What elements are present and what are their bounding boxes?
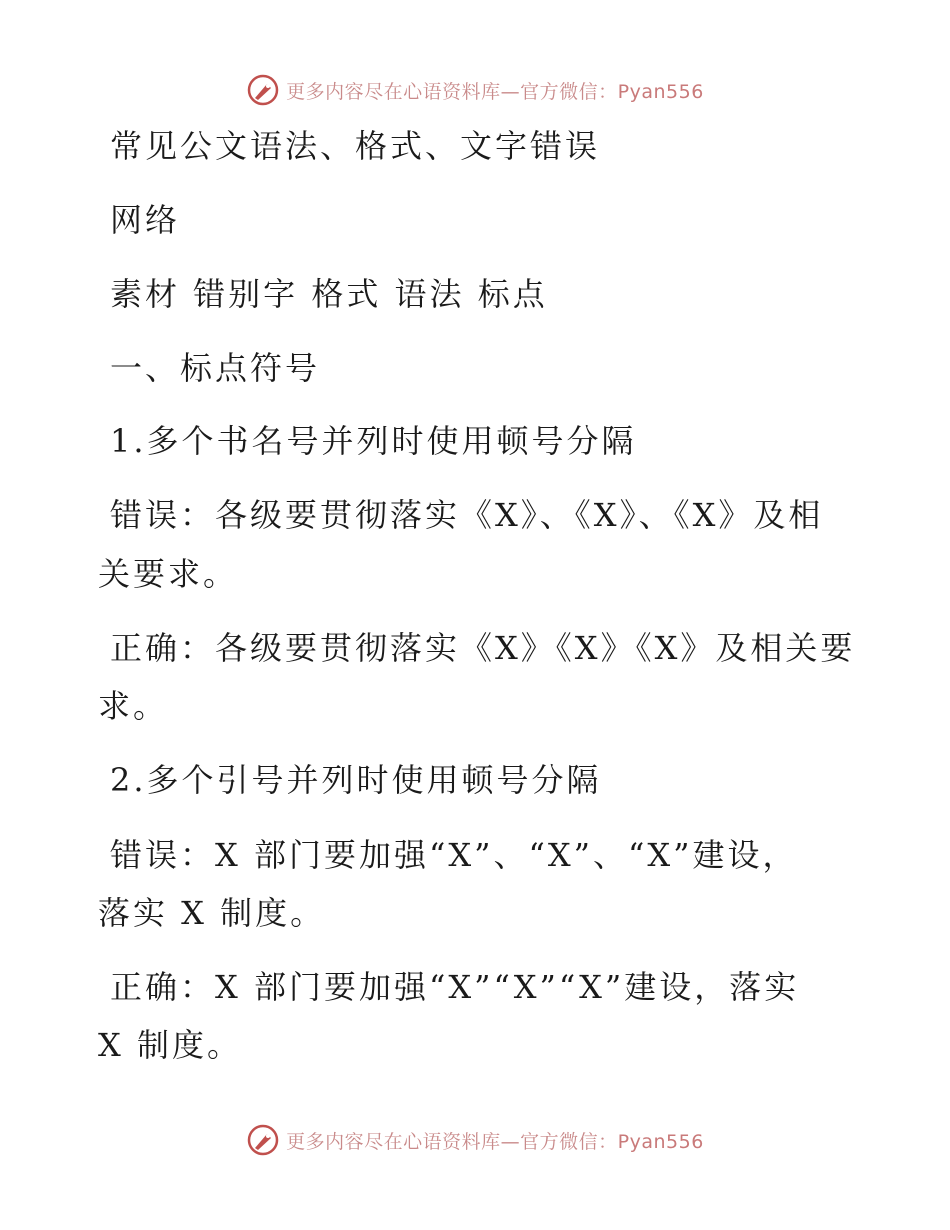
section-heading: 一、标点符号 bbox=[110, 349, 321, 387]
watermark-header bbox=[0, 70, 950, 110]
watermark-footer bbox=[0, 1120, 950, 1160]
example-wrong-1: 错误：各级要贯彻落实《X》、《X》、《X》及相 bbox=[110, 496, 824, 534]
example-wrong-2-cont: 落实 X 制度。 bbox=[98, 894, 326, 932]
example-wrong-1-cont: 关要求。 bbox=[98, 555, 239, 593]
example-wrong-2: 错误：X 部门要加强“X”、“X”、“X”建设， bbox=[110, 836, 798, 874]
example-correct-2: 正确：X 部门要加强“X”“X”“X”建设，落实 bbox=[110, 968, 800, 1006]
document-title: 常见公文语法、格式、文字错误 bbox=[110, 127, 601, 165]
watermark-contact: Pyan556 bbox=[617, 1130, 704, 1153]
pen-nib-circle-icon bbox=[246, 73, 280, 107]
watermark-text: 更多内容尽在心语资料库—官方微信：Pyan556 bbox=[286, 80, 704, 103]
pen-nib-circle-icon bbox=[246, 1123, 280, 1157]
watermark-text: 更多内容尽在心语资料库—官方微信：Pyan556 bbox=[286, 1130, 704, 1153]
source-label: 网络 bbox=[110, 201, 181, 239]
example-correct-2-cont: X 制度。 bbox=[98, 1026, 242, 1064]
example-correct-1-cont: 求。 bbox=[98, 687, 169, 725]
watermark-contact: Pyan556 bbox=[617, 80, 704, 103]
example-correct-1: 正确：各级要贯彻落实《X》《X》《X》及相关要 bbox=[110, 629, 856, 667]
item-heading-1: 1.多个书名号并列时使用顿号分隔 bbox=[110, 422, 637, 460]
item-heading-2: 2.多个引号并列时使用顿号分隔 bbox=[110, 761, 602, 799]
tags-line: 素材 错别字 格式 语法 标点 bbox=[110, 275, 548, 313]
